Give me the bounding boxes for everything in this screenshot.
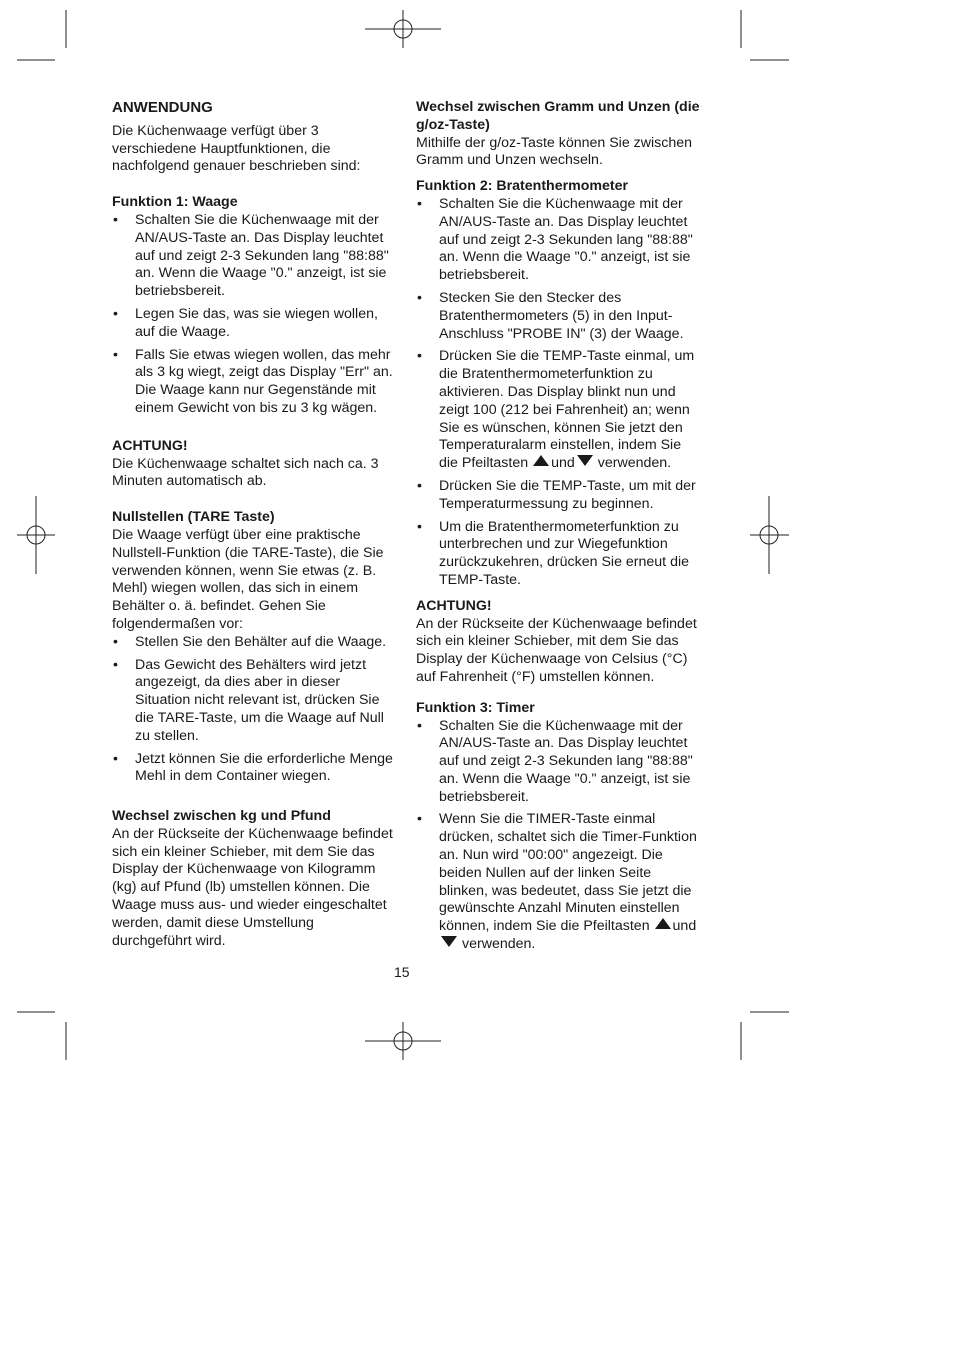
kg-lb-text: An der Rückseite der Küchenwaage befindet sich ein kleiner Schieber, mit dem Sie das Display der Küchenwaage von Kilogramm (kg) auf Pfund (lb) umstellen können. Die Waage muss aus- und wieder eingeschaltet werden, damit diese Umstellung durchgeführt wird.: [112, 825, 393, 949]
list-item: • Schalten Sie die Küchenwaage mit der AN/AUS-Taste an. Das Display leuchtet auf und zeigt 2-3 Sekunden lang "88:88" an. Wenn die Waage "0." anzeigt, ist sie betriebsbereit.: [112, 212, 397, 301]
registration-mark-icon: [17, 496, 55, 574]
list-item: • Falls Sie etwas wiegen wollen, das mehr als 3 kg wiegt, zeigt das Display "Err" an. Die Waage kann nur Gegenstände mit einem Gewicht von bis zu 3 kg wägen.: [112, 347, 397, 418]
registration-mark-icon: [365, 1022, 441, 1060]
tare-text: Die Waage verfügt über eine praktische Nullstell-Funktion (die TARE-Taste), die Sie verwenden können, wenn Sie etwas (z. B. Mehl) wiegen wollen, das sich in einem Behälter o. ä. befindet. Gehen Sie folgendermaßen vor:: [112, 526, 384, 632]
arrow-up-icon: [533, 455, 549, 466]
function-2-heading: Funktion 2: Bratenthermometer: [416, 178, 629, 195]
warning-text: Die Küchenwaage schaltet sich nach ca. 3 Minuten automatisch ab.: [112, 455, 379, 490]
registration-mark-icon: [750, 496, 789, 574]
tare-heading: Nullstellen (TARE Taste): [112, 509, 275, 526]
arrow-down-icon: [577, 455, 593, 466]
list-item: • Legen Sie das, was sie wiegen wollen, auf die Waage.: [112, 306, 397, 342]
g-oz-heading: Wechsel zwischen Gramm und Unzen (die g/oz-Taste): [416, 99, 700, 133]
function-2-list: [416, 196, 701, 590]
list-item-with-arrows: [416, 811, 701, 953]
warning-text: An der Rückseite der Küchenwaage befindet sich ein kleiner Schieber, mit dem Sie das Display der Küchenwaage von Celsius (°C) auf Fahrenheit (°F) umstellen können.: [416, 615, 697, 685]
function-3-list: [416, 718, 701, 954]
list-item: • Jetzt können Sie die erforderliche Menge Mehl in dem Container wiegen.: [112, 751, 397, 787]
list-item: • Das Gewicht des Behälters wird jetzt angezeigt, da dies aber in dieser Situation nicht relevant ist, drücken Sie die TARE-Taste, um die Waage auf Null zu stellen.: [112, 657, 397, 746]
function-1-list: [112, 212, 397, 418]
use-word: verwenden.: [597, 455, 672, 472]
kg-lb-heading: Wechsel zwischen kg und Pfund: [112, 808, 331, 825]
warning-heading: ACHTUNG!: [112, 437, 188, 454]
list-item-text: Wenn Sie die TIMER-Taste einmal drücken, schaltet sich die Timer-Funktion an. Nun wird "00:00" angezeigt. Die beiden Nullen auf der linken Seite blinken, was bedeutet, dass Sie jetzt die gewünschte Anzahl Minuten einstellen können, indem Sie die Pfeiltasten: [439, 811, 697, 935]
g-oz-text: Mithilfe der g/oz-Taste können Sie zwischen Gramm und Unzen wechseln.: [416, 134, 693, 169]
list-item: • Stellen Sie den Behälter auf die Waage.: [112, 634, 397, 652]
and-word: und: [551, 455, 575, 472]
arrow-down-icon: [441, 936, 457, 947]
intro-paragraph: Die Küchenwaage verfügt über 3 verschiedene Hauptfunktionen, die nachfolgend genauer beschrieben sind:: [112, 122, 361, 175]
tare-list: [112, 634, 397, 786]
registration-mark-icon: [365, 10, 441, 48]
page-number: 15: [394, 964, 410, 980]
left-column: [112, 99, 397, 950]
list-item: • Stecken Sie den Stecker des Bratenthermometers (5) in den Input-Anschluss "PROBE IN" (3) der Waage.: [416, 290, 701, 343]
right-column: [416, 99, 701, 954]
list-item: • Um die Bratenthermometerfunktion zu unterbrechen und zur Wiegefunktion zurückzukehren, drücken Sie erneut die TEMP-Taste.: [416, 519, 701, 590]
arrow-up-icon: [655, 918, 671, 929]
function-3-heading: Funktion 3: Timer: [416, 699, 535, 716]
list-item: • Schalten Sie die Küchenwaage mit der AN/AUS-Taste an. Das Display leuchtet auf und zeigt 2-3 Sekunden lang "88:88" an. Wenn die Waage "0." anzeigt, ist sie betriebsbereit.: [416, 196, 701, 285]
section-title: ANWENDUNG: [112, 99, 213, 116]
use-word: verwenden.: [462, 936, 536, 953]
warning-heading: ACHTUNG!: [416, 597, 492, 614]
and-word: und: [672, 918, 697, 935]
list-item: • Drücken Sie die TEMP-Taste, um mit der Temperaturmessung zu beginnen.: [416, 478, 701, 514]
list-item: • Schalten Sie die Küchenwaage mit der AN/AUS-Taste an. Das Display leuchtet auf und zeigt 2-3 Sekunden lang "88:88" an. Wenn die Waage "0." anzeigt, ist sie betriebsbereit.: [416, 718, 701, 807]
function-1-heading: Funktion 1: Waage: [112, 194, 238, 211]
list-item-text: Drücken Sie die TEMP-Taste einmal, um die Bratenthermometerfunktion zu aktivieren. Das Display blinkt nun und zeigt 100 (212 bei Fahrenheit) an; wenn Sie es wünschen, können Sie jetzt den Temperaturalarm einstellen, indem Sie die Pfeiltasten: [439, 348, 695, 472]
list-item-with-arrows: [416, 348, 701, 473]
